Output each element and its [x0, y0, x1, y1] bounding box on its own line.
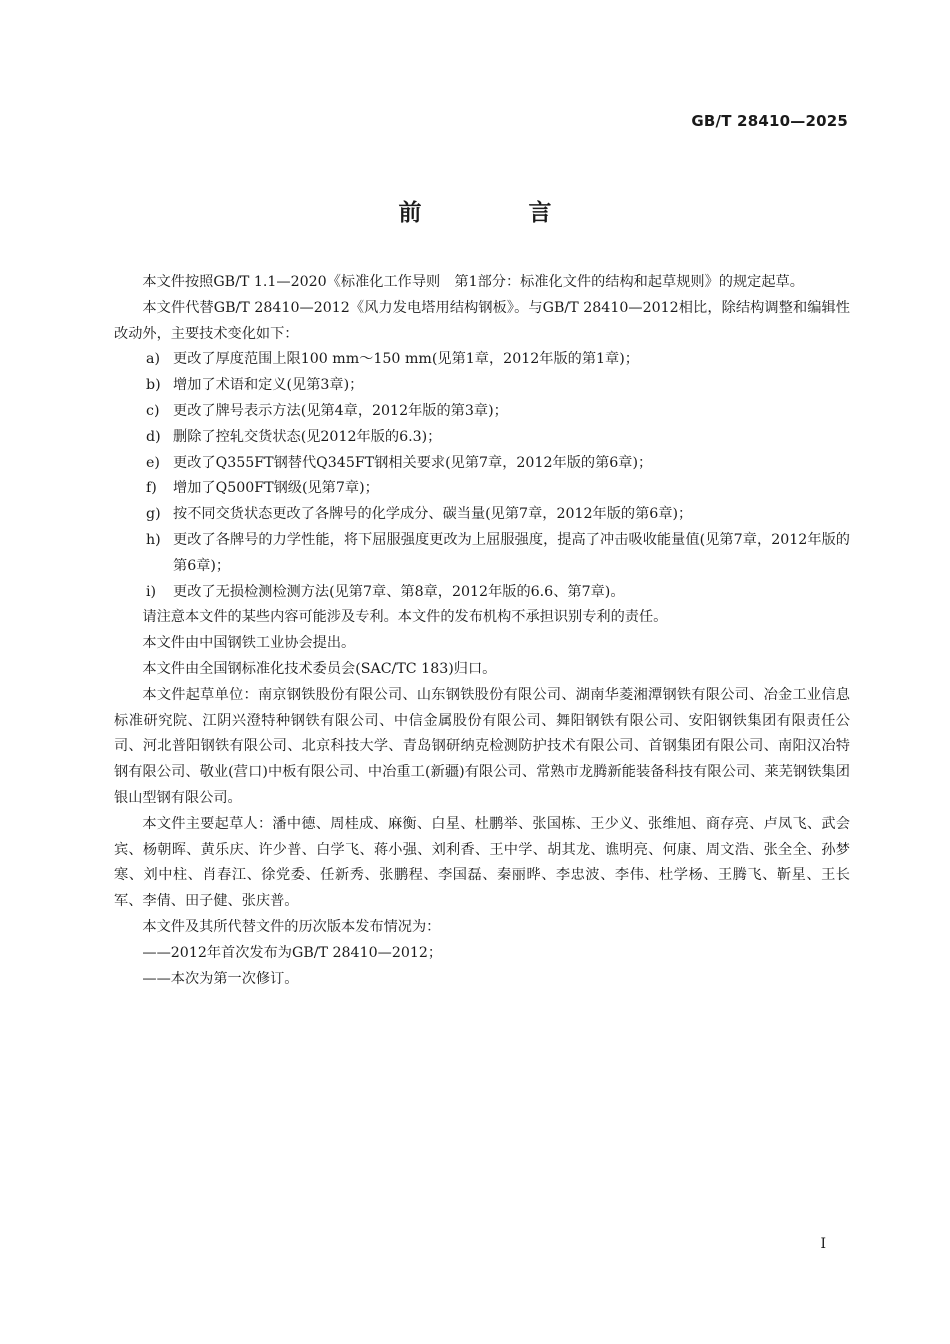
list-item — [114, 347, 850, 373]
paragraph-drafting-units: 本文件起草单位：南京钢铁股份有限公司、山东钢铁股份有限公司、湖南华菱湘潭钢铁有限公司、冶金工业信息标准研究院、江阴兴澄特种钢铁有限公司、中信金属股份有限公司、舞阳钢铁有限公司、安阳钢铁集团有限责任公司、河北普阳钢铁有限公司、北京科技大学、青岛钢研纳克检测防护技术有限公司、首钢集团有限公司、南阳汉冶特钢有限公司、敬业(营口)中板有限公司、中冶重工(新疆)有限公司、常熟市龙腾新能装备科技有限公司、莱芜钢铁集团银山型钢有限公司。 — [114, 686, 850, 806]
list-item — [114, 476, 850, 502]
list-item — [114, 425, 850, 451]
list-item — [114, 502, 850, 528]
standard-code: GB/T 28410—2025 — [691, 112, 848, 130]
list-item — [114, 580, 850, 606]
list-item-text: 更改了各牌号的力学性能，将下屈服强度更改为上屈服强度，提高了冲击吸收能量值(见第7章，2012年版的第6章)； — [173, 531, 850, 574]
list-marker: a) — [146, 351, 160, 368]
list-marker: h) — [146, 531, 161, 548]
list-marker: f) — [146, 480, 157, 497]
history-item: ——本次为第一次修订。 — [142, 970, 299, 987]
list-marker: d) — [146, 428, 161, 445]
list-marker: i) — [146, 583, 157, 600]
history-item: ——2012年首次发布为GB/T 28410—2012； — [142, 944, 443, 961]
paragraph-committee: 本文件由全国钢标准化技术委员会(SAC/TC 183)归口。 — [142, 660, 497, 677]
list-item-text: 更改了厚度范围上限100 mm～150 mm(见第1章，2012年版的第1章)； — [173, 351, 639, 368]
list-marker: g) — [146, 506, 161, 523]
list-marker: c) — [146, 402, 160, 419]
paragraph-history-intro: 本文件及其所代替文件的历次版本发布情况为： — [142, 918, 441, 935]
section-title: 前 言 — [398, 200, 594, 226]
list-item-text: 删除了控轧交货状态(见2012年版的6.3)； — [173, 428, 442, 445]
paragraph-drafters: 本文件主要起草人：潘中德、周桂成、麻衡、白星、杜鹏举、张国栋、王少义、张维旭、商存亮、卢凤飞、武会宾、杨朝晖、黄乐庆、许少普、白学飞、蒋小强、刘利香、王中学、胡其龙、谯明亮、何康、周文浩、张全全、孙梦寒、刘中柱、肖春江、徐党委、任新秀、张鹏程、李国磊、秦丽晔、李忠波、李伟、杜学杨、王腾飞、靳星、王长军、李倩、田子健、张庆普。 — [114, 815, 850, 910]
paragraph-drafting-rules: 本文件按照GB/T 1.1—2020《标准化工作导则 第1部分：标准化文件的结构和起草规则》的规定起草。 — [142, 274, 804, 290]
list-item — [114, 451, 850, 477]
list-item-text: 更改了Q355FT钢替代Q345FT钢相关要求(见第7章，2012年版的第6章)； — [173, 454, 653, 471]
list-item-text: 更改了无损检测检测方法(见第7章、第8章，2012年版的6.6、第7章)。 — [173, 583, 625, 600]
paragraph-replacement: 本文件代替GB/T 28410—2012《风力发电塔用结构钢板》。与GB/T 28410—2012相比，除结构调整和编辑性改动外，主要技术变化如下： — [114, 299, 850, 342]
list-item-text: 增加了术语和定义(见第3章)； — [173, 377, 364, 394]
list-item — [114, 528, 850, 580]
list-item-text: 增加了Q500FT钢级(见第7章)； — [173, 480, 379, 497]
list-marker: e) — [146, 454, 160, 471]
list-item — [114, 399, 850, 425]
list-item — [114, 373, 850, 399]
change-list — [114, 347, 850, 605]
paragraph-proposer: 本文件由中国钢铁工业协会提出。 — [142, 635, 356, 652]
list-item-text: 按不同交货状态更改了各牌号的化学成分、碳当量(见第7章，2012年版的第6章)； — [173, 506, 693, 523]
page-number: I — [820, 1236, 826, 1252]
paragraph-patent-notice: 请注意本文件的某些内容可能涉及专利。本文件的发布机构不承担识别专利的责任。 — [142, 609, 668, 626]
list-item-text: 更改了牌号表示方法(见第4章，2012年版的第3章)； — [173, 402, 508, 419]
foreword-body — [114, 270, 850, 992]
list-marker: b) — [146, 377, 161, 394]
